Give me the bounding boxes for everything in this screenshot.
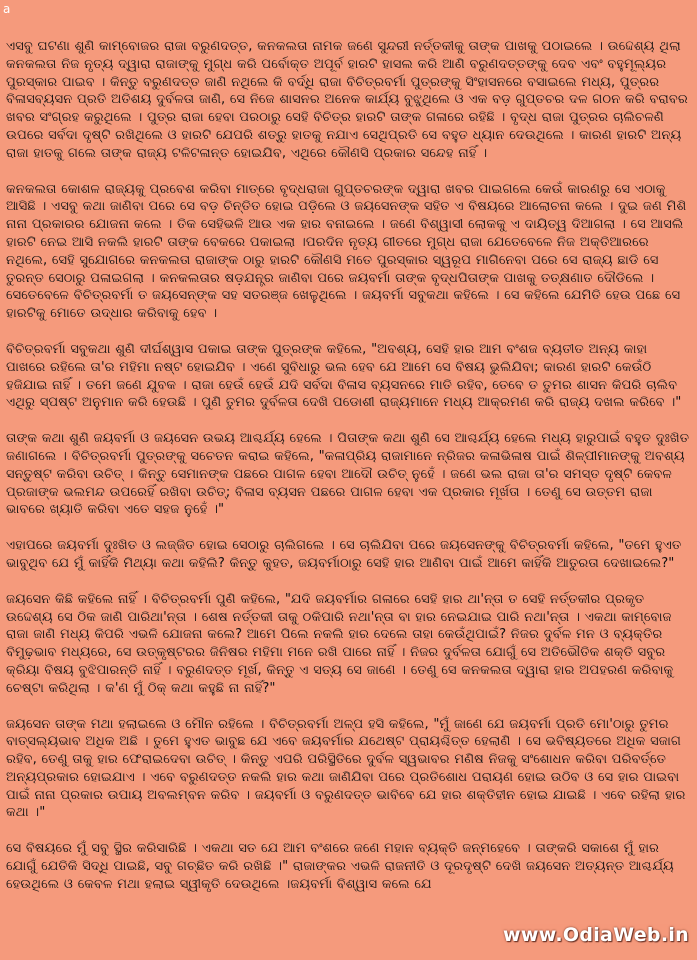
article-body [6,38,691,912]
paragraph-3: ବିଚିତ୍ରବର୍ମା ସବୁକଥା ଶୁଣି ଦୀର୍ଘଶ୍ୱାସ ପକାଇ ତାଙ୍କ ପୁତ୍ରଙ୍କ କହିଲେ, "ଅବଶ୍ୟ, ସେହି ହାର ଆମ ବଂଶଜ ବ୍ୟତୀତ ଅନ୍ୟ କାହା ପାଖରେ ରହିଲେ ତା'ର ମହିମା ନଷ୍ଟ ହୋଇଯିବ । ଏଣେ ସୁବିଧାରୁ ଭଲ ହେବ ଯେ ଆମେ ସେ ବିଷୟ ଭୁଲିଯିବା; କାରଣ ହାରଟି କେଉଁଠି ହଜିଯାଇ ନାହିଁ । ତମେ ଜଣେ ଯୁବକ । ରାଜା ହେଉଁ ହେଉଁ ଯଦି ସର୍ବଦା ବିଳାସ ବ୍ୟସନରେ ମାତି ରହିବ, ତେବେ ତ ତୁମର ଶାସନ କିପରି ଚାଲିବ ଏଥିରୁ ସ୍ପଷ୍ଟ ଅନୁମାନ କରି ହେଉଛି । ପୁଣି ତୁମର ଦୁର୍ବଳତା ଦେଖି ପଡୋଶୀ ରାଜ୍ୟମାନେ ମଧ୍ୟ ଆକ୍ରମଣ କରି ରାଜ୍ୟ ଦଖଲ କରିବେ ।" [6,341,682,411]
paragraph-5: ଏହାପରେ ଜୟବର୍ମା ଦୁଃଖିତ ଓ ଲଜ୍ଜିତ ହୋଇ ସେଠାରୁ ଚାଲିଗଲେ । ସେ ଚାଲିଯିବା ପରେ ଜୟସେନଙ୍କୁ ବିଚିତ୍ରବର୍ମା କହିଲେ, "ତମେ ହୁଏତ ଭାବୁଥିବ ଯେ ମୁଁ କାହିଁକି ମିଥ୍ୟା କଥା କହିଲି? କିନ୍ତୁ କୁହତ, ଜୟବର୍ମାଠାରୁ ସେହି ହାର ଆଣିବା ପାଇଁ ଆମେ କାହିଁକି ଆତୁରତା ଦେଖାଇଲେ?" [6,538,682,571]
paragraph-2: କନକଲତା କୋଶଳ ରାଜ୍ୟକୁ ପ୍ରବେଶ କରିବା ମାତ୍ରେ ବୃଦ୍ଧରାଜା ଗୁପ୍ତଚରଙ୍କ ଦ୍ୱାରା ଖବର ପାଇଗଲେ କେଉଁ କାରଣରୁ ସେ ଏଠାକୁ ଆସିଛି । ଏସବୁ କଥା ଜାଣିବା ପରେ ସେ ବଡ଼ ଚିନ୍ତିତ ହୋଇ ପଡ଼ିଲେ ଓ ଜୟସେନଙ୍କ ସହିତ ଏ ବିଷୟରେ ଆଲୋଚନା କଲେ । ଦୁଇ ଜଣ ମିଶି ନାନା ପ୍ରକାରର ଯୋଜନା କଲେ । ତିକ ସେହିଭଳି ଆଉ ଏକ ହାର ବନାଇଲେ । ଜଣେ ବିଶ୍ୱାସୀ ଲୋକକୁ ଏ ଦାୟିତ୍ୱ ଦିଆଗଲା । ସେ ଆସଲି ହାରଟି ନେଇ ଆସି ନକଲି ହାରଟି ତାଙ୍କ ବେକରେ ପକାଇଲା ।ପରଦିନ ନୃତ୍ୟ ଗୀତରେ ମୁଗ୍ଧ ରାଜା ଯେତେବେଳେ ନିଜ ଅକ୍ତିଆରରେ ନଥିଲେ, ସେହି ସୁଯୋଗରେ କନକଲତା ରାଜାଙ୍କ ଠାରୁ ହାରଟି କୌଣସି ମତେ ପୁରସ୍କାର ସ୍ୱରୂପ ମାଗିନେବା ପରେ ସେ ରାଜ୍ୟ ଛାଡି ସେ ତୁରନ୍ତ ସେଠାରୁ ପଳାଇଗଲା । କନକଲତାର ଷଡ଼ଯନ୍ତ୍ର ଜାଣିବା ପରେ ଜୟବର୍ମା ତାଙ୍କ ବୃଦ୍ଧପିତାଙ୍କ ପାଖକୁ ତତ୍କ୍ଷଣାତ ଦୌଡିଲେ ।ସେତେବେଳେ ବିଚିତ୍ରବର୍ମା ତ ଜୟସେନ୍ଙ୍କ ସହ ସତରଞ୍ଜ ଖେଳୁଥିଲେ । ଜୟବର୍ମା ସବୁକଥା କହିଲେ । ସେ କହିଲେ ଯେମିତି ହେଉ ପଛେ ସେ ହାରଟିକୁ ମୋତେ ଉଦ୍ଧାର କରିବାକୁ ହେବ । [6,181,687,322]
paragraph-8: ସେ ବିଷୟରେ ମୁଁ ସବୁ ସ୍ଥିର କରିସାରିଛି । ଏକଥା ସତ ଯେ ଆମ ବଂଶରେ ଜଣେ ମହାନ ବ୍ୟକ୍ତି ଜନ୍ମହେବେ । ତାଙ୍କରି ସକାଶେ ମୁଁ ହାର ଯୋଗୁଁ ଯେତିକି ସିଦ୍ଧି ପାଇଛି, ସବୁ ଗଚ୍ଛିତ କରି ରଖିଛି ।" ରାଜାଙ୍କର ଏଭଳି ରାଜନୀତି ଓ ଦୂରଦୃଷ୍ଟି ଦେଖି ଜୟସେନ ଅତ୍ୟନ୍ତ ଆଶ୍ଚର୍ଯ୍ୟ ହେଉଥିଲେ ଓ କେବଳ ମଥା ହଲାଇ ସ୍ୱୀକୃତି ଦେଉଥିଲେ ।ଜୟବର୍ମା ବିଶ୍ୱାସ କଲେ ଯେ [6,841,674,892]
page-letter: a [3,2,11,16]
paragraph-4: ତାଙ୍କ କଥା ଶୁଣି ଜୟବର୍ମା ଓ ଜୟସେନ ଉଭୟ ଆଶ୍ଚର୍ଯ୍ୟ ହେଲେ । ପିତାଙ୍କ କଥା ଶୁଣି ସେ ଆଶ୍ଚର୍ଯ୍ୟ ହେଲେ ମଧ୍ୟ ହାରୁପାଇଁ ବହୁତ ଦୁଃଖିତ ଜଣାଗଲେ । ବିଚିତ୍ରବର୍ମା ପୁତ୍ରଙ୍କୁ ସଚେତନ କରାଇ କହିଲେ, "କଳାପ୍ରିୟ ରାଜାମାନେ ନ୍ରିଜର କଳାଭିଳାଷ ପାଇଁ ଶିଳ୍ପୀମାନଙ୍କୁ ଅବଶ୍ୟ ସନ୍ତୁଷ୍ଟ କରିବା ଉଚିତ୍ । କିନ୍ତୁ ସେମାନଙ୍କ ପଛରେ ପାଗଳ ହେବା ଆଦୌ ଉଚିତ୍ ନୁହେଁ । ଜଣେ ଭଲ ରାଜା ତା'ର ସମସ୍ତ ଦୃଷ୍ଟି କେବଳ ପ୍ରଜାଙ୍କ ଭଲମନ୍ଦ ଉପରେହିଁ ରଖିବା ଉଚିତ୍; ବିଳାସ ବ୍ୟସନ ପଛରେ ପାଗଳ ହେବା ଏକ ପ୍ରକାର ମୂର୍ଖତା । ତେଣୁ ସେ ଉତ୍ତମ ରାଜା ଭାବରେ ଖ୍ୟାତି କରିବା ଏତେ ସହଜ ନୁହେଁ ।" [6,431,690,518]
paragraph-7: ଜୟସେନ ତାଙ୍କ ମଥା ହଲାଇଲେ ଓ ମୌନ ରହିଲେ । ବିଚିତ୍ରବର୍ମା ଅଳ୍ପ ହସି କହିଲେ, "ମୁଁ ଜାଣେ ଯେ ଜୟବର୍ମା ପ୍ରତି ମୋ'ଠାରୁ ତୁମର ବାତ୍ସଲ୍ୟଭାବ ଅଧିକ ଅଛି । ତୁମେ ହୁଏତ ଭାବୁଛ ଯେ ଏବେ ଜୟବର୍ମାର ଯଥେଷ୍ଟ ପ୍ରାୟଶ୍ଚିତ୍ତ ହେଲାଣି । ସେ ଭବିଷ୍ୟତରେ ଅଧିକ ସଜାଗ ରହିବ, ତେଣୁ ତାକୁ ହାର ଫେରାଇଦେବା ଉଚିତ୍ । କିନ୍ତୁ ଏପରି ପରିସ୍ଥିତିରେ ଦୁର୍ବଳ ସ୍ୱଭାବର ମଣିଷ ନିଜକୁ ସଂଶୋଧନ କରିବା ପରିବର୍ତ୍ତେ ଅନ୍ୟପ୍ରକାର ହୋଇଯାଏ । ଏବେ ବରୁଣଦତ୍ତ ନକଲି ହାର କଥା ଜାଣିଯିବା ପରେ ପ୍ରତିଶୋଧ ପରାୟଣ ହୋଇ ଉଠିବ ଓ ସେ ହାର ପାଇବା ପାଇଁ ନାନା ପ୍ରକାର ଉପାୟ ଅବଲମ୍ବନ କରିବ । ଜୟବର୍ମା ଓ ବରୁଣଦତ୍ତ ଭାବିବେ ଯେ ହାର ଶକ୍ତିହୀନ ହୋଇ ଯାଇଛି । ଏବେ ରହିଲା ହାର କଥା ।" [6,716,686,821]
paragraph-1: ଏସବୁ ଘଟଣା ଶୁଣି କାମ୍ବୋଜର ରାଜା ବରୁଣଦତ୍ତ, କନକଲତା ନାମକ ଜଣେ ସୁନ୍ଦରୀ ନର୍ତ୍ତକୀକୁ ତାଙ୍କ ପାଖକୁ ପଠାଇଲେ । ଉଦ୍ଦେଶ୍ୟ ଥିଲା କନକଲତା ନିଜ ନୃତ୍ୟ ଦ୍ୱାରା ରାଜାଙ୍କୁ ମୁଗ୍ଧ କରି ପର୍ବୋକ୍ତ ଅପୂର୍ବ ହାରଟି ହାସଲ କରି ଆଣି ବରୁଣଦତ୍ତଙ୍କୁ ଦେବ ଏବଂ ବହୁମୂଲ୍ୟର ପୁରସ୍କାର ପାଇବ । କିନ୍ତୁ ବରୁଣଦତ୍ତ ଜାଣି ନଥିଲେ କି ବର୍ଦ୍ଧି ରାଜା ବିଚିତ୍ରବର୍ମା ପୁତ୍ରଙ୍କୁ ସିଂହାସନରେ ବସାଇଲେ ମଧ୍ୟ, ପୁତ୍ରର ବିଳାସବ୍ୟସନ ପ୍ରତି ଅତିଶୟ ଦୁର୍ବଳତା ଜାଣି, ସେ ନିଜେ ଶାସନର ଅନେକ କାର୍ଯ୍ୟ ବୁଝୁଥିଲେ ଓ ଏକ ବଡ଼ ଗୁପ୍ତଚର ଦଳ ଗଠନ କରି ବରାବର ଖବର ସଂଗ୍ରହ କରୁଥିଲେ । ପୁତ୍ର ରାଜା ହେବା ପରଠାରୁ ସେହି ବିଚିତ୍ର ହାରଟି ତାଙ୍କ ଗଳାରେ ରହିଛି । ବୃଦ୍ଧ ରାଜା ପୁତ୍ରର ଚାଲିଚଳଣି ଉପରେ ସର୍ବଦା ଦୃଷ୍ଟି ରଖିଥିଲେ ଓ ହାରଟି ଯେପରି ଶତ୍ରୁ ହାତକୁ ନଯାଏ ସେଥିପ୍ରତି ସେ ବହୁତ ଧ୍ୟାନ ଦେଉଥିଲେ । କାରଣ ହାରଟି ଅନ୍ୟ ରାଜା ହାତକୁ ଗଲେ ତାଙ୍କ ରାଜ୍ୟ ଟଳିଟଳାନ୍ତ ହୋଇଯିବ, ଏଥିରେ କୌଣସି ପ୍ରକାର ସନ୍ଦେହ ନାହିଁ । [6,39,688,161]
paragraph-6: ଜୟସେନ କିଛି କହିଲେ ନାହିଁ । ବିଚିତ୍ରବର୍ମା ପୁଣି କହିଲେ, "ଯଦି ଜୟବର୍ମାର ଗଳାରେ ସେହି ହାର ଥା'ନ୍ତା ତ ସେହି ନର୍ତ୍ତକୀର ପ୍ରକୃତ ଉଦ୍ଦେଶ୍ୟ ସେ ଠିକ ଜାଣି ପାରିଥା'ନ୍ତା । ଶେଷ ନର୍ତ୍ତକୀ ତାକୁ ଠକିପାରି ନଥା'ନ୍ତା ବା ହାର ନେଇଯାଇ ପାରି ନଥା'ନ୍ତା । ଏକଥା କାମ୍ବୋଜ ରାଜା ଜାଣି ମଧ୍ୟ କିପରି ଏଭଳି ଯୋଜନା କଲେ? ଆମେ ପିଲେ ନକଲି ହାର ଦେଲେ ତାହା କେଉଁଥିପାଇଁ? ନିଜର ଦୁର୍ବଳ ମନ ଓ ବ୍ୟକ୍ତିର ବିମୁଢ଼ଭାବ ମଧ୍ୟରେ, ସେ ଉତ୍କୃଷ୍ଟରର ଜିନିଷର ମହିମା ମନେ ରଖି ପାରେ ନାହିଁ । ନିଜର ଦୁର୍ବଳତା ଯୋଗୁଁ ସେ ଅତିଭୌତିକ ଶକ୍ତି ସବୁର କ୍ରିୟା ବିଷୟ ବୁଝିପାରନ୍ତି ନାହିଁ । ବରୁଣଦତ୍ତ ମୂର୍ଖ, କିନ୍ତୁ ଏ ସତ୍ୟ ସେ ଜାଣେ । ତେଣୁ ସେ କନକଲତା ଦ୍ୱାରା ହାର ଅପହରଣ କରିବାକୁ ଚେଷ୍ଟା କରିଥିଲା । କ'ଣ ମୁଁ ଠିକ୍ କଥା କହୁଛି ନା ନାହିଁ?" [6,591,674,696]
watermark-logo: www.OdiaWeb.in [503,924,689,946]
